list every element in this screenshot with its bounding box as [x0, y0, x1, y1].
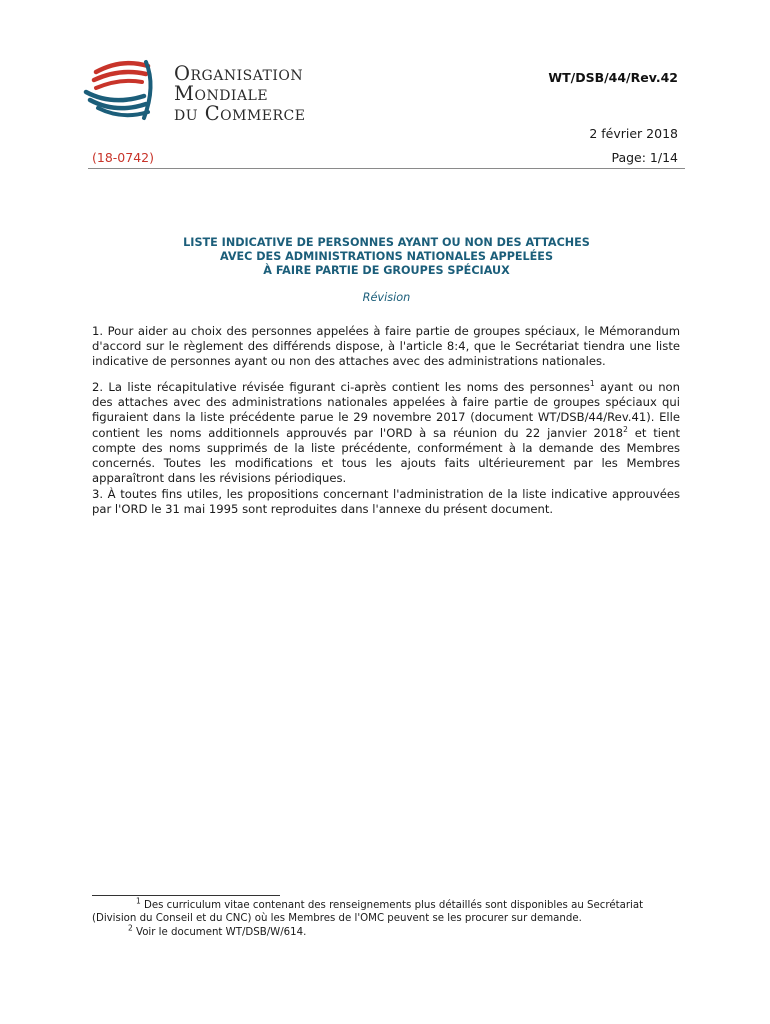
org-name-line3: du Commerce [174, 102, 306, 125]
footnote-ref-1[interactable]: 1 [589, 379, 595, 389]
page-number: Page: 1/14 [611, 150, 678, 165]
footnote-ref-2[interactable]: 2 [623, 424, 628, 434]
footnote-1-text: Des curriculum vitae contenant des renseignements plus détaillés sont disponibles au Secrétariat (Division du Conseil et du CNC) où les Membres de l'OMC peuvent se les procurer sur demande. [92, 900, 644, 925]
document-date: 2 février 2018 [589, 126, 678, 141]
footnote-2-text: Voir le document WT/DSB/W/614. [132, 927, 307, 938]
footnote-2-number: 2 [128, 923, 133, 933]
footnote-1 [92, 896, 680, 926]
header-divider [88, 168, 685, 169]
title-line2: AVEC DES ADMINISTRATIONS NATIONALES APPELÉES [219, 250, 554, 264]
paragraph-1: 1. Pour aider au choix des personnes appelées à faire partie de groupes spéciaux, le Mémorandum d'accord sur le règlement des différends dispose, à l'article 8:4, que le Secrétariat tiendra une liste indicative de personnes ayant ou non des attaches avec des administrations nationales. [92, 324, 680, 369]
paragraph-2-part-c: et tient compte des noms supprimés de la liste précédente, conformément à la demande des Membres concernés. Toutes les modifications et tous les ajouts faits ultérieurement par les Membres apparaîtront dans les révisions périodiques. [92, 425, 681, 486]
footnote-divider [92, 895, 280, 896]
footnote-1-mark [92, 896, 141, 911]
document-reference: (18-0742) [92, 150, 154, 165]
footnote-1-number: 1 [136, 896, 141, 906]
title-line3: À FAIRE PARTIE DE GROUPES SPÉCIAUX [263, 264, 510, 278]
footnote-2 [92, 923, 680, 939]
document-title [88, 236, 685, 279]
wto-emblem-icon [82, 56, 170, 126]
footnote-2-mark [92, 923, 133, 938]
org-name-line1: Organisation [174, 62, 304, 85]
document-symbol: WT/DSB/44/Rev.42 [548, 70, 678, 85]
title-line1: LISTE INDICATIVE DE PERSONNES AYANT OU NON DES ATTACHES [183, 236, 590, 249]
organisation-name [174, 64, 305, 124]
wto-logo [82, 56, 332, 126]
paragraph-3: 3. À toutes fins utiles, les propositions concernant l'administration de la liste indicative approuvées par l'ORD le 31 mai 1995 sont reproduites dans l'annexe du présent document. [92, 487, 680, 517]
org-name-line2: Mondiale [174, 82, 269, 105]
document-subtitle: Révision [362, 291, 411, 304]
paragraph-2 [92, 380, 680, 486]
paragraph-2-part-a: 2. La liste récapitulative révisée figurant ci-après contient les noms des personnes [92, 380, 590, 394]
paragraph-2-part-b: ayant ou non des attaches avec des administrations nationales appelées à faire partie de groupes spéciaux qui figuraient dans la liste précédente parue le 29 novembre 2017 (document WT/DSB/44/Rev.41). Elle contient les noms additionnels approuvés par l'ORD à sa réunion du 22 janvier 2018 [92, 380, 680, 440]
